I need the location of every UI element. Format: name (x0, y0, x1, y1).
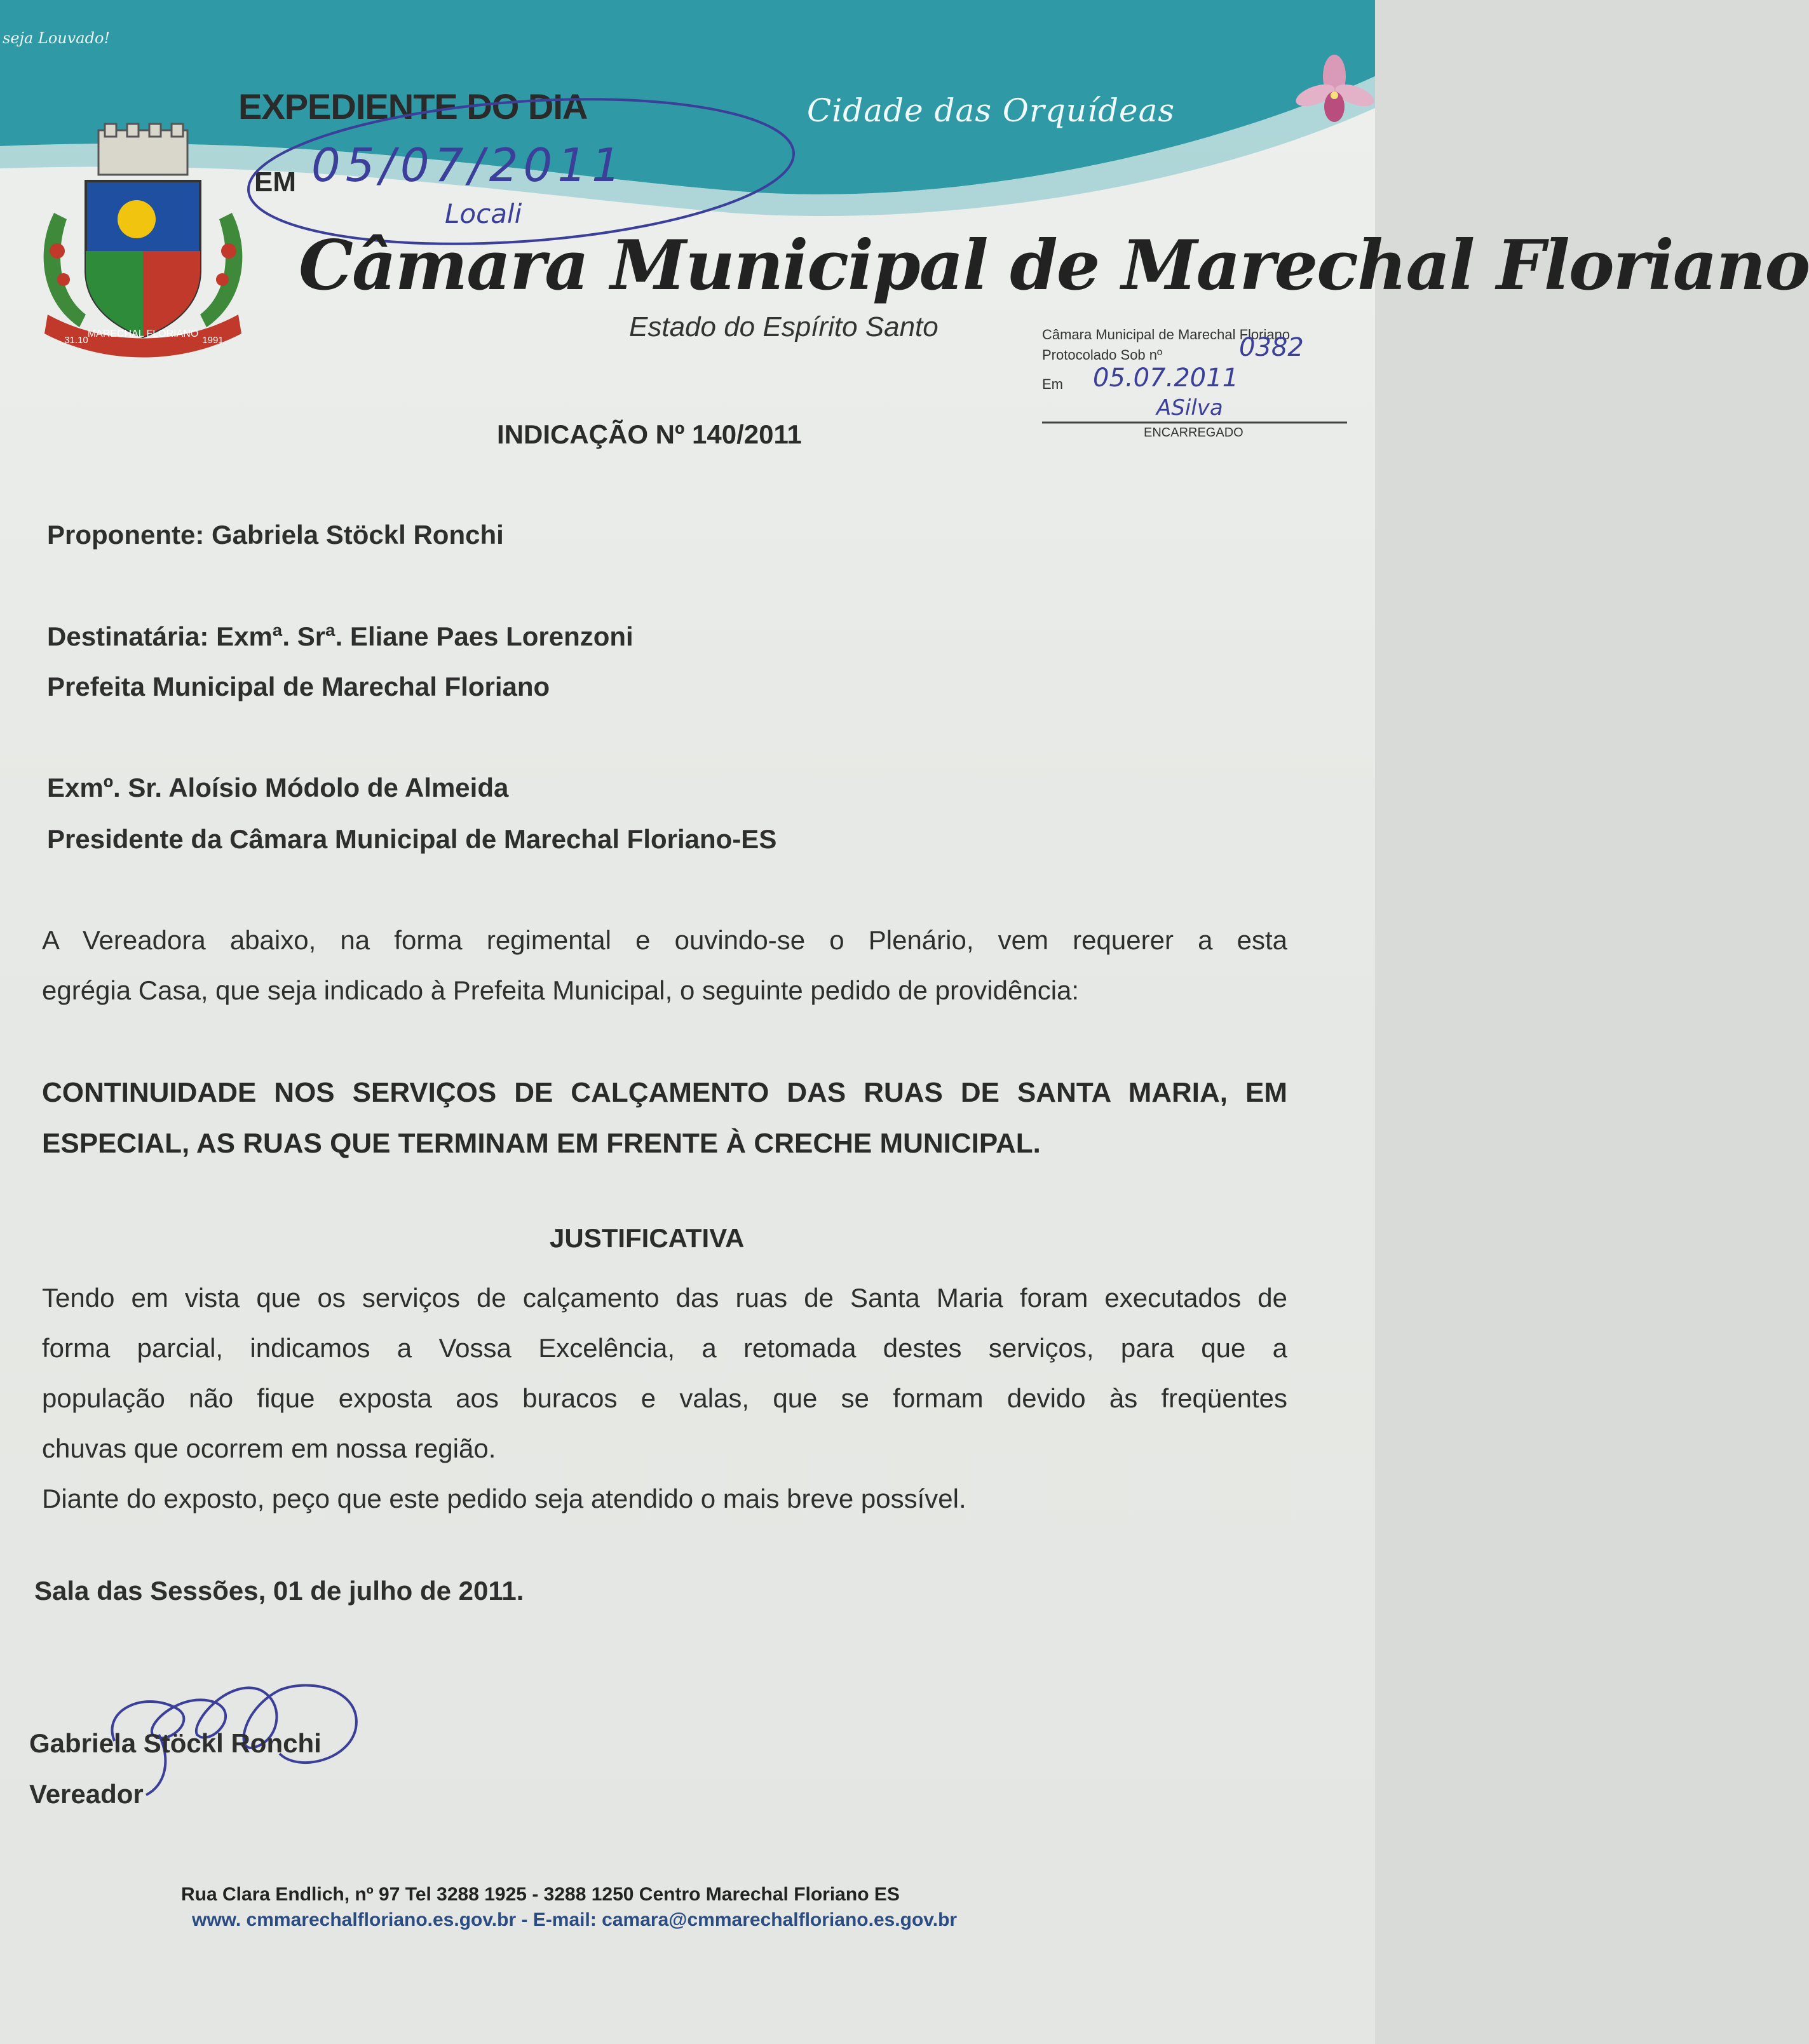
justification-line: Tendo em vista que os serviços de calçamento das ruas de Santa Maria foram executados de (42, 1283, 1287, 1313)
intro-paragraph (42, 915, 1287, 1015)
coat-ribbon-text: MARECHAL FLORIANO (87, 328, 199, 339)
expediente-title: EXPEDIENTE DO DIA (238, 86, 588, 126)
proponent-line: Proponente: Gabriela Stöckl Ronchi (47, 520, 504, 550)
request-line: ESPECIAL, AS RUAS QUE TERMINAM EM FRENTE À CRECHE MUNICIPAL. (42, 1128, 1041, 1159)
stamp-em-label: Em (1042, 376, 1063, 392)
intro-line: egrégia Casa, que seja indicado à Prefeita Municipal, o seguinte pedido de providência: (42, 975, 1080, 1005)
justification-title: JUSTIFICATIVA (550, 1223, 745, 1253)
justification-line: chuvas que ocorrem em nossa região. (42, 1433, 496, 1463)
coat-year-right: 1991 (202, 335, 224, 346)
protocol-stamp (1042, 324, 1372, 438)
coat-year-left: 31.10 (64, 335, 88, 346)
stamp-line (1042, 419, 1347, 426)
stamp-encarregado-label: ENCARREGADO (1144, 426, 1243, 440)
motto-text: seja Louvado! (3, 29, 111, 47)
document-title: INDICAÇÃO Nº 140/2011 (497, 419, 802, 449)
expediente-handwritten-sign: Locali (445, 198, 522, 229)
expediente-em-label: EM (254, 166, 296, 198)
coat-of-arms-icon (29, 124, 257, 372)
stamp-signature: ASilva (1156, 395, 1223, 421)
handwritten-signature (89, 1652, 394, 1798)
intro-line: A Vereadora abaixo, na forma regimental e ouvindo-se o Plenário, vem requerer a esta (42, 925, 1287, 955)
orchid-icon (1296, 51, 1372, 133)
recipient-line-3: Exmº. Sr. Aloísio Módolo de Almeida (47, 773, 509, 802)
justification-paragraph (42, 1273, 1287, 1524)
justification-line: população não fique exposta aos buracos e valas, que se formam devido às freqüentes (42, 1383, 1287, 1413)
expediente-handwritten-date: 05/07/2011 (311, 139, 626, 192)
stamp-chamber-line: Câmara Municipal de Marechal Floriano (1042, 327, 1291, 342)
request-line: CONTINUIDADE NOS SERVIÇOS DE CALÇAMENTO DAS RUAS DE SANTA MARIA, EM (42, 1077, 1287, 1108)
recipient-line-1: Destinatária: Exmª. Srª. Eliane Paes Lorenzoni (47, 621, 633, 651)
recipient-line-2: Prefeita Municipal de Marechal Floriano (47, 672, 550, 701)
city-slogan: Cidade das Orquídeas (807, 92, 1176, 129)
justification-line: forma parcial, indicamos a Vossa Excelência, a retomada destes serviços, para que a (42, 1333, 1287, 1363)
stamp-protocol-label: Protocolado Sob nº (1042, 347, 1163, 363)
chamber-name: Câmara Municipal de Marechal Floriano (299, 226, 1809, 306)
place-date-line: Sala das Sessões, 01 de julho de 2011. (34, 1576, 524, 1606)
stamp-date: 05.07.2011 (1093, 363, 1239, 393)
request-paragraph (42, 1067, 1287, 1169)
state-name: Estado do Espírito Santo (629, 311, 938, 342)
recipient-line-4: Presidente da Câmara Municipal de Marechal Floriano-ES (47, 824, 777, 854)
signer-role: Vereador (29, 1779, 144, 1809)
footer-address: Rua Clara Endlich, nº 97 Tel 3288 1925 - 3288 1250 Centro Marechal Floriano ES (181, 1884, 900, 1905)
signer-name: Gabriela Stöckl Ronchi (29, 1728, 322, 1758)
stamp-number: 0382 (1239, 333, 1304, 362)
closing-request: Diante do exposto, peço que este pedido seja atendido o mais breve possível. (42, 1484, 966, 1513)
footer-web-email: www. cmmarechalfloriano.es.gov.br - E-mail: camara@cmmarechalfloriano.es.gov.br (192, 1909, 958, 1930)
